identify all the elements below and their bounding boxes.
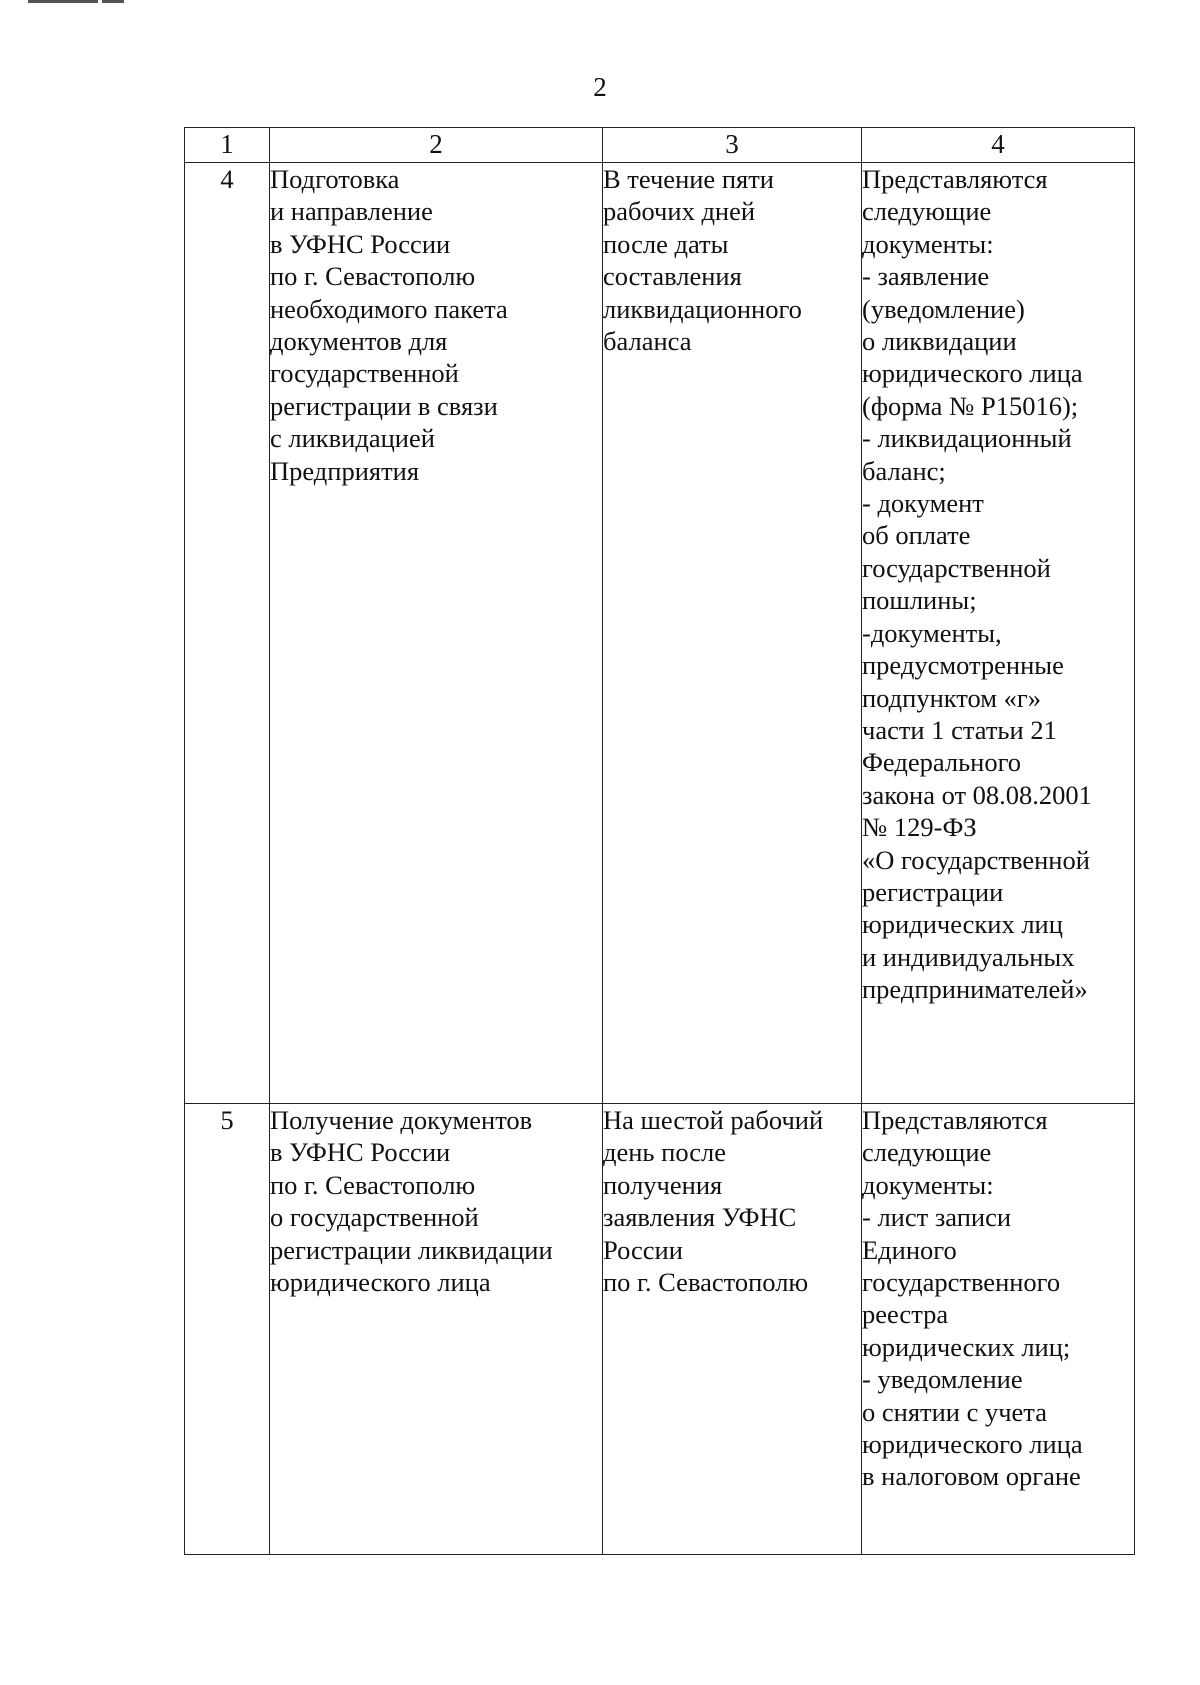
cell-line: № 129-ФЗ — [862, 812, 977, 843]
cell-line: Федерального — [862, 747, 1022, 778]
cell-line: по г. Севастополю — [603, 1267, 809, 1298]
cell-line: реестра — [862, 1299, 949, 1330]
cell-line: - ликвидационный — [862, 423, 1072, 454]
cell-line: документы: — [862, 1169, 994, 1200]
cell-line: баланс; — [862, 455, 946, 486]
cell-line: с ликвидацией — [270, 423, 435, 454]
cell-line: юридических лиц; — [862, 1331, 1071, 1362]
page-number: 2 — [593, 72, 607, 102]
cell-line: в УФНС России — [270, 228, 451, 259]
cell-line: регистрации в связи — [270, 390, 498, 421]
cell-line: Получение документов — [270, 1105, 533, 1135]
cell-line: юридического лица — [270, 1267, 491, 1298]
cell-line: в налоговом органе — [862, 1461, 1081, 1492]
cell-line: по г. Севастополю — [270, 1169, 476, 1200]
cell-line: Представляются — [862, 1105, 1048, 1135]
cell-line: Предприятия — [270, 455, 420, 486]
cell-line: документы: — [862, 228, 994, 259]
cell-line: государственной — [862, 552, 1051, 583]
cell-line: о снятии с учета — [862, 1396, 1047, 1427]
cell-line: подпунктом «г» — [862, 682, 1042, 713]
cell-line: следующие — [862, 1137, 992, 1168]
scan-edge-mark — [28, 0, 124, 7]
column-number-4: 4 — [862, 128, 1135, 163]
cell-line: Единого — [862, 1234, 957, 1265]
cell-line: государственной — [270, 358, 459, 389]
table-row — [185, 163, 1135, 1104]
cell-line: получения — [603, 1169, 723, 1200]
cell-line: ликвидационного — [603, 293, 802, 324]
table-row — [185, 1104, 1135, 1555]
cell-line: юридического лица — [862, 1429, 1083, 1460]
column-number-3: 3 — [603, 128, 862, 163]
action-cell — [270, 1104, 603, 1555]
cell-line: и индивидуальных — [862, 941, 1075, 972]
cell-line: пошлины; — [862, 585, 977, 616]
cell-line: необходимого пакета — [270, 293, 508, 324]
cell-line: о государственной — [270, 1202, 479, 1233]
cell-line: регистрации ликвидации — [270, 1234, 553, 1265]
cell-line: юридических лиц — [862, 909, 1063, 940]
documents-cell — [862, 1104, 1135, 1555]
cell-line: рабочих дней — [603, 196, 756, 227]
cell-line: - уведомление — [862, 1364, 1023, 1395]
cell-line: закона от 08.08.2001 — [862, 779, 1092, 810]
cell-line: в УФНС России — [270, 1137, 451, 1168]
deadline-cell — [603, 163, 862, 1104]
cell-line: составления — [603, 261, 742, 292]
cell-line: после даты — [603, 228, 729, 259]
cell-line: (форма № Р15016); — [862, 390, 1079, 421]
row-number: 5 — [185, 1104, 270, 1555]
cell-line: - заявление — [862, 261, 990, 292]
column-number-2: 2 — [270, 128, 603, 163]
table-header-row — [185, 128, 1135, 163]
documents-cell — [862, 163, 1135, 1104]
cell-line: о ликвидации — [862, 326, 1017, 357]
cell-line: На шестой рабочий — [603, 1105, 824, 1135]
cell-line: (уведомление) — [862, 293, 1025, 324]
row-number: 4 — [185, 163, 270, 1104]
cell-line: баланса — [603, 326, 692, 357]
cell-line: предпринимателей» — [862, 974, 1088, 1005]
cell-line: Представляются — [862, 164, 1048, 194]
cell-line: регистрации — [862, 876, 1004, 907]
cell-line: и направление — [270, 196, 433, 227]
procedure-table — [184, 127, 1135, 1555]
cell-line: Подготовка — [270, 164, 400, 194]
cell-line: В течение пяти — [603, 164, 774, 194]
cell-line: по г. Севастополю — [270, 261, 476, 292]
deadline-cell — [603, 1104, 862, 1555]
cell-line: части 1 статьи 21 — [862, 714, 1057, 745]
cell-line: об оплате — [862, 520, 971, 551]
cell-line: следующие — [862, 196, 992, 227]
cell-line: «О государственной — [862, 844, 1090, 875]
column-number-1: 1 — [185, 128, 270, 163]
cell-line: день после — [603, 1137, 726, 1168]
cell-line: заявления УФНС — [603, 1202, 797, 1233]
cell-line: документов для — [270, 326, 448, 357]
cell-line: юридического лица — [862, 358, 1083, 389]
cell-line: государственного — [862, 1267, 1061, 1298]
cell-line: предусмотренные — [862, 650, 1064, 681]
cell-line: России — [603, 1234, 683, 1265]
cell-line: - лист записи — [862, 1202, 1012, 1233]
cell-line: - документ — [862, 488, 984, 519]
action-cell — [270, 163, 603, 1104]
cell-line: -документы, — [862, 617, 1002, 648]
